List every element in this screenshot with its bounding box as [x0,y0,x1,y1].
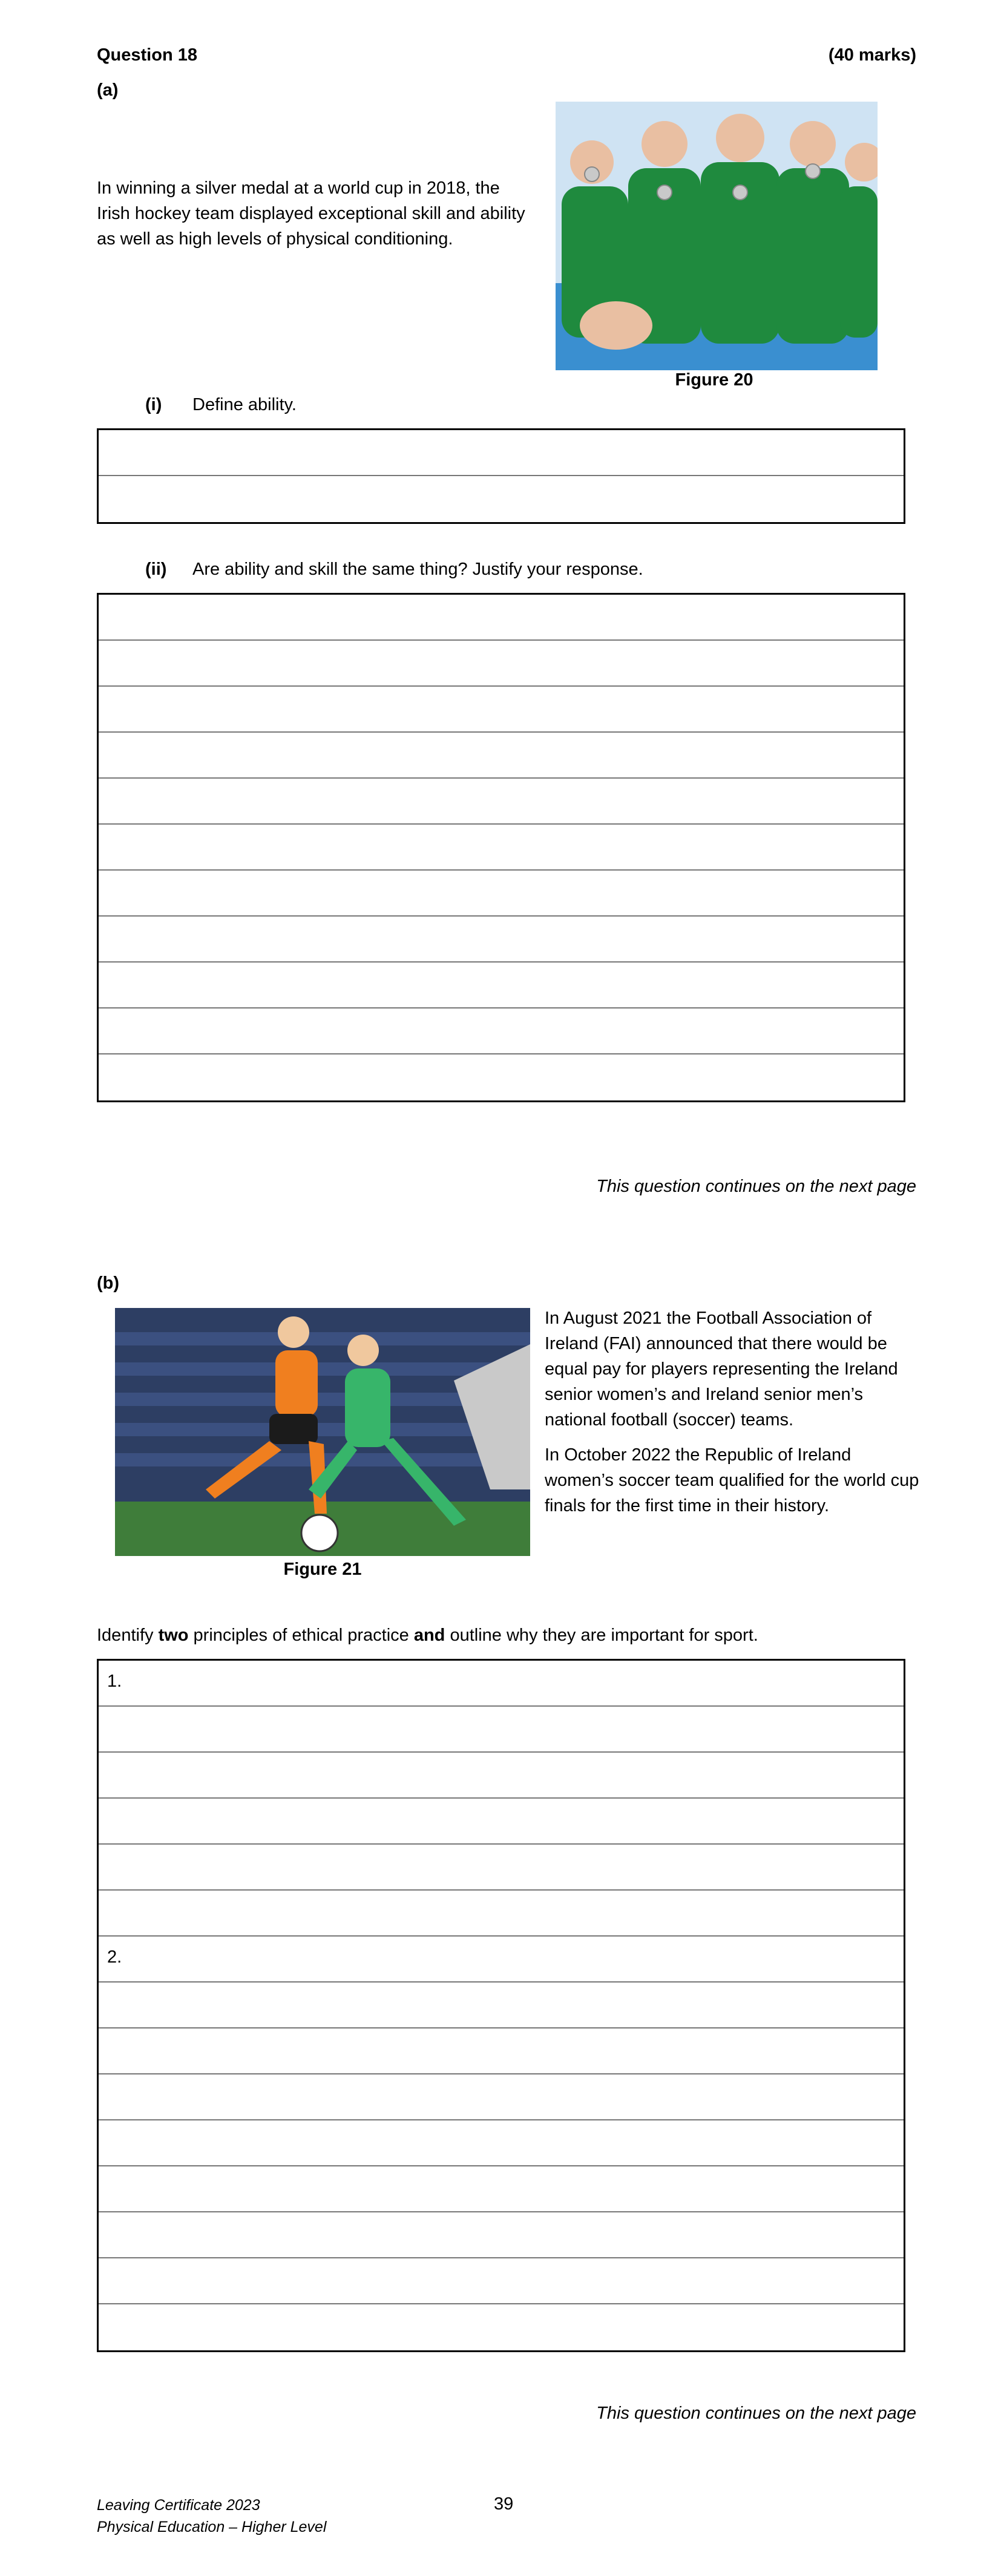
part-b-question [97,1623,758,1648]
answer-line[interactable] [99,430,904,476]
answer-line[interactable] [99,2258,904,2304]
q2-label: (ii) [145,560,167,579]
answer-line[interactable] [99,733,904,779]
part-b-paragraph-2: In October 2022 the Republic of Ireland women’s soccer team qualified for the world cup finals for the first time in their history. [545,1445,919,1515]
answer-line[interactable] [99,2074,904,2120]
soccer-match-photo [115,1308,530,1556]
answer-line[interactable] [99,641,904,687]
q1-text: Define ability. [192,395,297,414]
figure-21-caption: Figure 21 [283,1560,362,1579]
answer-box-b[interactable] [97,1659,905,2352]
answer-line-item-1[interactable]: 1. [99,1661,904,1707]
question-emphasis-two: two [158,1626,189,1645]
question-text-post: outline why they are important for sport. [445,1626,758,1645]
page-number: 39 [494,2494,514,2514]
answer-box-a-i[interactable] [97,428,905,524]
answer-line[interactable] [99,1054,904,1100]
answer-line[interactable] [99,2212,904,2258]
part-a-label: (a) [97,80,119,100]
q2-text: Are ability and skill the same thing? Justify your response. [192,560,643,579]
answer-line[interactable] [99,963,904,1008]
q1-label: (i) [145,395,162,414]
footer-exam-name: Leaving Certificate 2023 [97,2497,260,2514]
answer-line[interactable] [99,1891,904,1937]
answer-line[interactable] [99,779,904,825]
hockey-team-photo [556,102,878,370]
figure-20-caption: Figure 20 [675,370,753,390]
answer-line-item-2[interactable]: 2. [99,1937,904,1983]
answer-line[interactable] [99,1008,904,1054]
answer-box-a-ii[interactable] [97,593,905,1102]
part-b-paragraph-1: In August 2021 the Football Association of Ireland (FAI) announced that there would be equal pay for players representing the Ireland senior women’s and Ireland senior men’s national football (soccer) teams. [545,1309,898,1430]
question-text-mid: principles of ethical practice [188,1626,414,1645]
footer-subject: Physical Education – Higher Level [97,2519,327,2535]
answer-line[interactable] [99,2166,904,2212]
answer-line[interactable] [99,687,904,733]
continues-note-2: This question continues on the next page [596,2404,916,2423]
answer-line[interactable] [99,871,904,917]
part-b-label: (b) [97,1273,120,1293]
answer-line[interactable] [99,2304,904,2350]
answer-line[interactable] [99,1799,904,1845]
answer-line[interactable] [99,2028,904,2074]
answer-line[interactable] [99,1983,904,2028]
part-a-intro: In winning a silver medal at a world cup in 2018, the Irish hockey team displayed exceptional skill and ability as well as high levels of physical conditioning. [97,178,525,249]
answer-line[interactable] [99,1753,904,1799]
question-marks: (40 marks) [828,45,916,65]
answer-line[interactable] [99,917,904,963]
question-text-pre: Identify [97,1626,159,1645]
answer-line[interactable] [99,825,904,871]
answer-line[interactable] [99,1707,904,1753]
question-title: Question 18 [97,45,197,65]
answer-line[interactable] [99,595,904,641]
question-emphasis-and: and [413,1626,445,1645]
answer-line[interactable] [99,1845,904,1891]
continues-note-1: This question continues on the next page [596,1177,916,1196]
answer-line[interactable] [99,2120,904,2166]
answer-line[interactable] [99,476,904,522]
